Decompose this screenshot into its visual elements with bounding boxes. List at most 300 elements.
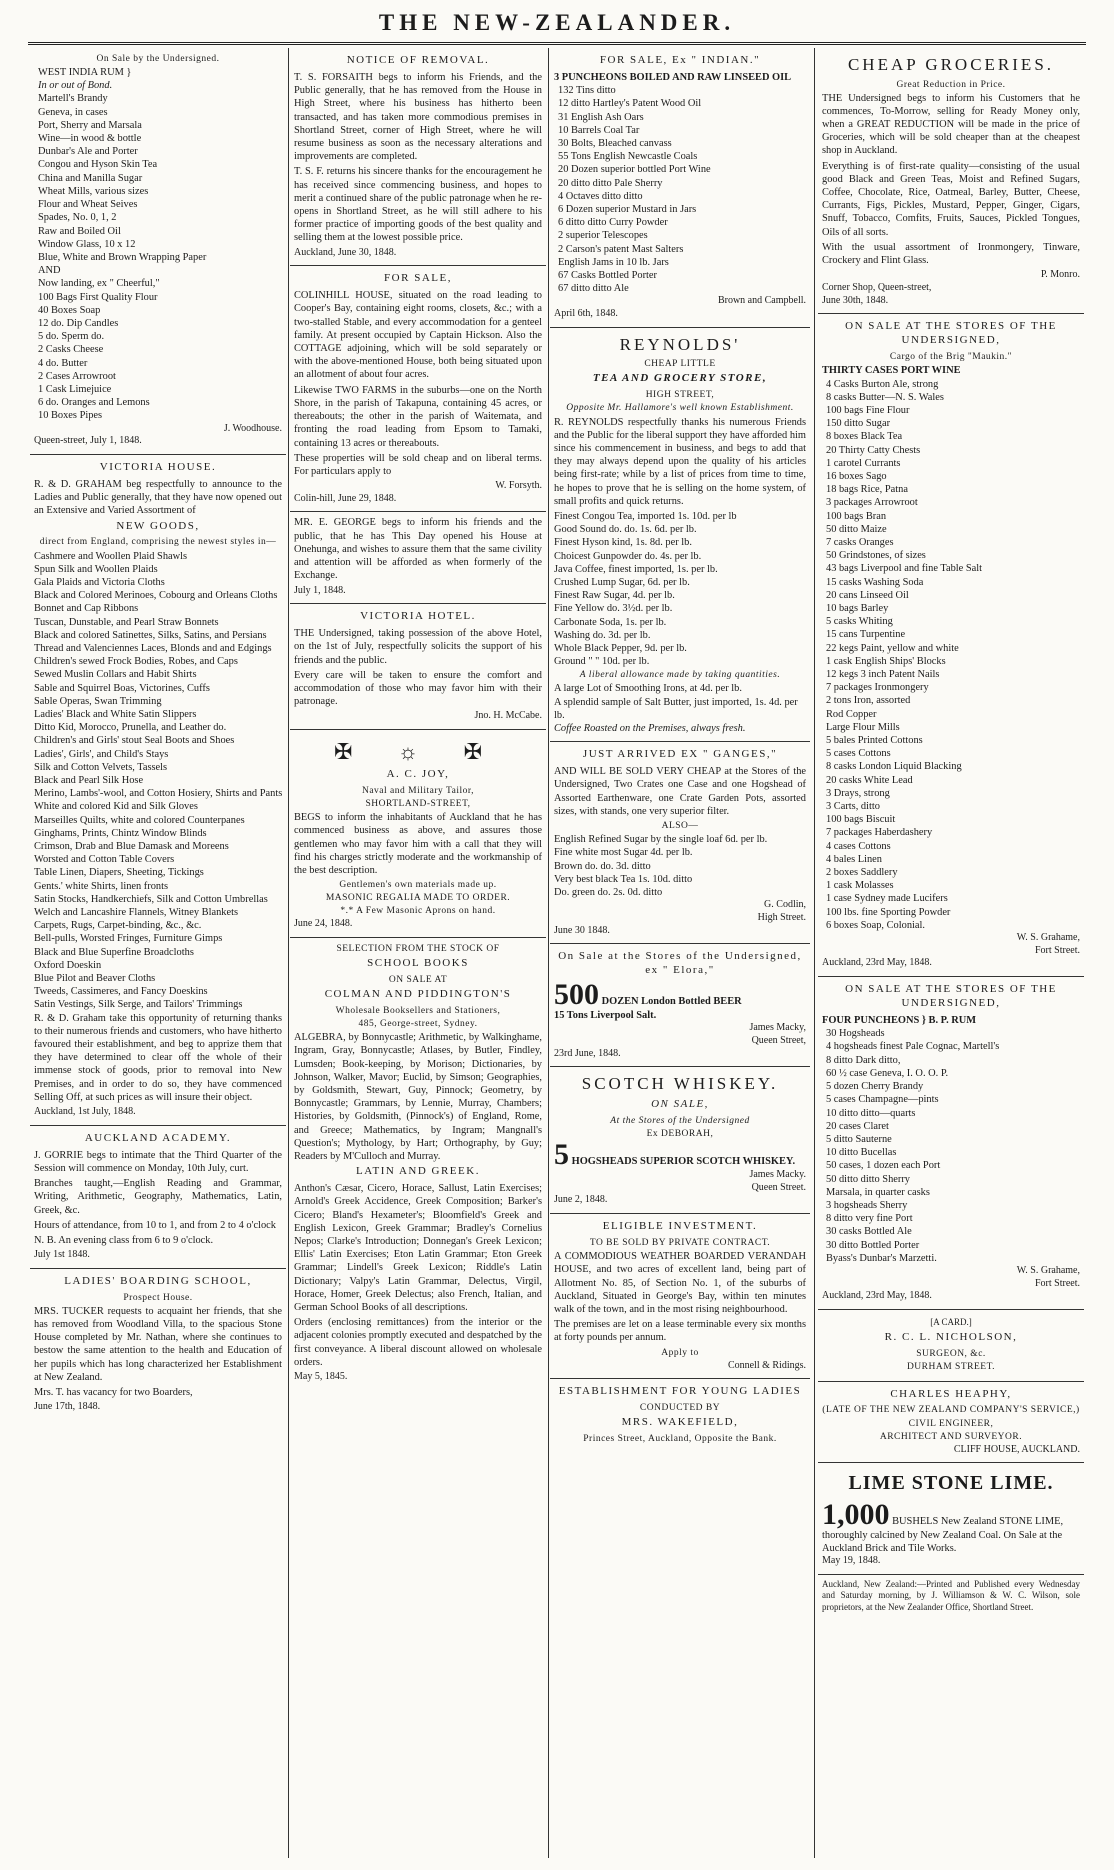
list-item: Very best black Tea 1s. 10d. ditto (554, 873, 693, 885)
list-item: 7 casks Oranges (826, 536, 894, 548)
ad-subheading: CIVIL ENGINEER, (908, 1418, 994, 1429)
list-item: Children's sewed Frock Bodies, Robes, and Caps (34, 656, 238, 668)
list-item: 67 Casks Bottled Porter (558, 270, 657, 282)
list-item: 100 bags Bran (826, 510, 887, 522)
ad-signature: Connell & Ridings. (727, 1359, 806, 1371)
list-item: 2 Casks Cheese (38, 344, 104, 356)
ad-body: J. GORRIE begs to intimate that the Third Quarter of the Session will commence on Monday, 10th July, curt. (34, 1149, 282, 1174)
list-item: 10 bags Barley (826, 603, 889, 614)
list-item: Merino, Lambs'-wool, and Cotton Hosiery, Shirts and Pants (34, 788, 282, 800)
list-item: China and Manilla Sugar (38, 172, 143, 184)
ad-lime-stone-lime (818, 1463, 1084, 1574)
ad-big-number: 5 (554, 1138, 569, 1172)
list-item: 20 Dozen superior bottled Port Wine (558, 164, 711, 176)
ad-note: A liberal allowance made by taking quantities. (579, 670, 781, 681)
list-item: Black and Blue Superfine Broadcloths (34, 946, 194, 958)
ad-ex-ganges (550, 742, 810, 944)
ad-heading: VICTORIA HOTEL. (360, 610, 476, 623)
list-item: 3 packages Arrowroot (826, 497, 918, 509)
ad-subheading: CHEAP LITTLE (644, 359, 716, 370)
ad-signature: James Macky, (749, 1022, 806, 1034)
list-item: 12 ditto Hartley's Patent Wood Oil (558, 98, 702, 110)
list-item: 1 Cask Limejuice (38, 383, 112, 395)
ad-body: Likewise TWO FARMS in the suburbs—one on the North Shore, in the parish of Takapuna, containing 45 acres, or thereabouts; the other in the parish of Waitemata, and fronting the road leading from Epsom to Tamaki, containing 13 acres or thereabouts. (294, 384, 542, 449)
ad-auckland-academy (30, 1126, 286, 1269)
list-item: 6 boxes Soap, Colonial. (826, 919, 925, 931)
ad-subheading: SURGEON, &c. (916, 1349, 986, 1360)
list-item: Children's and Girls' stout Seal Boots and Shoes (34, 735, 235, 747)
list-item: 22 kegs Paint, yellow and white (826, 642, 959, 654)
ad-school-books (290, 938, 546, 1390)
list-item: Congou and Hyson Skin Tea (38, 159, 158, 171)
list-item: Blue, White and Brown Wrapping Paper (38, 251, 207, 263)
sugar-list (554, 833, 806, 899)
list-item: 20 cans Linseed Oil (826, 589, 909, 601)
list-item: Thread and Valenciennes Laces, Blonds and and Edgings (34, 642, 272, 654)
ad-note: Coffee Roasted on the Premises, always fresh. (554, 723, 746, 735)
list-item: Brown do. do. 3d. ditto (554, 860, 651, 872)
ad-subheading: ON SALE, (651, 1097, 709, 1110)
ad-ladies-boarding-school (30, 1269, 286, 1420)
list-item: 8 casks London Liquid Blacking (826, 761, 962, 773)
ad-signature: P. Monro. (1040, 269, 1080, 281)
column-2 (290, 48, 546, 1860)
ad-heading: AUCKLAND ACADEMY. (84, 1131, 232, 1144)
ad-reynolds (550, 328, 810, 742)
list-item: Rod Copper (826, 708, 877, 720)
ad-subheading: LATIN AND GREEK. (356, 1165, 480, 1178)
card-label: [A CARD.] (930, 1317, 972, 1327)
list-item: 43 bags Liverpool and fine Table Salt (826, 563, 983, 575)
ad-big-text: HOGSHEADS SUPERIOR SCOTCH WHISKEY. (571, 1156, 796, 1168)
list-item: Satin Vestings, Silk Serge, and Tailors' Trimmings (34, 999, 243, 1011)
list-item: Marsala, in quarter casks (826, 1186, 930, 1198)
list-item: Flour and Wheat Seives (38, 199, 138, 211)
ad-big-text: DOZEN London Bottled BEER (601, 996, 742, 1008)
list-item: Crimson, Drab and Blue Damask and Moreens (34, 841, 229, 852)
list-item: Now landing, ex " Cheerful," (38, 278, 160, 290)
ad-subheading: At the Stores of the Undersigned (610, 1115, 750, 1126)
ad-note: Apply to (661, 1347, 699, 1358)
list-item: 2 boxes Saddlery (826, 867, 898, 879)
list-item: Black and Colored Merinoes, Cobourg and Orleans Cloths (34, 590, 278, 602)
ad-body: R. REYNOLDS respectfully thanks his numerous Friends and the Public for the liberal support they have afforded him since his commencement in business, and begs to add that they may always depend upon the quality of his articles being first-rate; while by a list of prices from time to time, he hopes to prove that he is selling on the home system, of small profits and quick returns. (554, 416, 806, 507)
ad-subheading: TO BE SOLD BY PRIVATE CONTRACT. (589, 1238, 771, 1249)
ad-signature: Jno. H. McCabe. (474, 710, 542, 722)
list-item: 6 ditto ditto Curry Powder (558, 217, 668, 229)
list-item: 5 ditto Sauterne (826, 1133, 892, 1145)
ad-note: MASONIC REGALIA MADE TO ORDER. (325, 893, 511, 904)
ad-body: T. S. F. returns his sincere thanks for the encouragement he has received since commencing business, and hopes to merit a continued share of the public patronage when he re-opens in Shortland Street, as he will still adhere to his former practice of importing goods of the best quality and selling them at the lowest possible price. (294, 166, 542, 244)
list-item: Marseilles Quilts, white and colored Counterpanes (34, 814, 245, 826)
list-item: 6 Dozen superior Mustard in Jars (558, 204, 697, 215)
ad-lead: FOUR PUNCHEONS } B. P. RUM (822, 1015, 977, 1027)
ad-lead: SELECTION FROM THE STOCK OF (336, 943, 500, 954)
ad-heading: JUST ARRIVED EX " GANGES," (582, 748, 778, 761)
ad-heading: ON SALE AT THE STORES OF THE UNDERSIGNED, (845, 983, 1057, 1010)
ad-big-number: 500 (554, 978, 599, 1012)
ad-note: direct from England, comprising the newest styles in— (39, 537, 277, 548)
list-item: Window Glass, 10 x 12 (38, 238, 136, 250)
list-item: Martell's Brandy (38, 93, 108, 105)
list-item: 2 superior Telescopes (558, 230, 648, 242)
ad-signature: G. Codlin, (764, 899, 806, 911)
list-item: 20 ditto ditto Pale Sherry (558, 177, 663, 189)
printer-imprint (818, 1575, 1084, 1621)
list-item: 4 do. Butter (38, 357, 88, 369)
ad-body: Hours of attendance, from 10 to 1, and from 2 to 4 o'clock (34, 1219, 276, 1231)
list-item: 4 Octaves ditto ditto (558, 190, 643, 202)
ad-heading: NOTICE OF REMOVAL. (346, 54, 490, 66)
list-item: 20 cases Claret (826, 1120, 889, 1132)
list-item: Tweeds, Cassimeres, and Fancy Doeskins (34, 986, 208, 998)
ad-place-date: 23rd June, 1848. (554, 1047, 621, 1059)
ad-body: THE Undersigned, taking possession of the above Hotel, on the 1st of July, respectfully solicits the support of his friends and the public. (294, 628, 542, 666)
ad-subheading: CONDUCTED BY (639, 1403, 721, 1414)
list-item: Spun Silk and Woollen Plaids (34, 563, 158, 575)
ad-body: With the usual assortment of Ironmongery, Tinware, Crockery and Flint Glass. (822, 241, 1080, 267)
ad-heading: LADIES' BOARDING SCHOOL, (64, 1274, 252, 1287)
ad-ex-indian (550, 48, 810, 328)
list-item: 55 Tons English Newcastle Coals (558, 151, 698, 163)
ad-address: High Street. (757, 911, 806, 923)
list-item: Silk and Cotton Velvets, Tassels (34, 761, 168, 773)
list-item: Dunbar's Ale and Porter (38, 146, 138, 158)
ad-address: HIGH STREET, (645, 390, 715, 401)
list-item: 18 bags Rice, Patna (826, 484, 908, 496)
ad-heading: SCHOOL BOOKS (367, 957, 469, 970)
imprint-text: Auckland, New Zealand:—Printed and Published every Wednesday and Saturday morning, by J. Williamson & W. C. Wilson, sole proprietors, at the New Zealander Office, Shortland Street. (822, 1578, 1080, 1612)
ad-body: Anthon's Cæsar, Cicero, Horace, Sallust, Latin Exercises; Arnold's Greek Accidence, Greek Composition; Barker's Cicero; Bland's Hexameter's; Bloomfield's Greek and English Lexicon, Greek Grammar; Bradley's Cornelius Nepos; Clarke's Introduction; Donnegan's Greek Lexicon; Ellis' Latin Exercises; Eton Latin Grammar; Eton Greek Grammar; Lindell's Greek Lexicon; Riddle's Latin Dictionary; Valpy's Latin Grammar, Delectus, Virgil, Horace, Homer, Greek Delectus; also French, Italian, and German School Books of all descriptions. (294, 1183, 542, 1313)
ad-place-date: June 2, 1848. (554, 1194, 608, 1206)
ad-body: R. & D. GRAHAM beg respectfully to announce to the Ladies and Public generally, that they have now opened out an Extensive and Varied Assortment of (34, 478, 282, 517)
ad-note: ALSO— (661, 821, 699, 832)
ad-heading: ON SALE AT THE STORES OF THE UNDERSIGNED, (845, 320, 1057, 347)
list-item: 12 kegs 3 inch Patent Nails (826, 669, 940, 681)
ad-young-ladies (550, 1379, 810, 1452)
list-item: 30 Hogsheads (826, 1028, 885, 1040)
list-item: 4 hogsheads finest Pale Cognac, Martell's (826, 1041, 1000, 1053)
ad-location: Opposite Mr. Hallamore's well known Establishment. (566, 403, 794, 414)
ad-place: Corner Shop, Queen-street, (822, 281, 932, 293)
ad-signature: J. Woodhouse. (223, 422, 282, 434)
ad-name: R. C. L. NICHOLSON, (884, 1331, 1018, 1344)
list-item: Carpets, Rugs, Carpet-binding, &c., &c. (34, 920, 202, 932)
price-row: Carbonate Soda, 1s. per lb. (554, 616, 667, 628)
ad-victoria-house (30, 455, 286, 1126)
ad-body: MR. E. GEORGE begs to inform his friends and the public, that he has This Day opened his House at Onehunga, and wishes to assure them that the same civility and attention will be afforded as when formerly of the Exchange. (294, 517, 542, 582)
ad-subheading: Naval and Military Tailor, (361, 785, 475, 796)
list-item: 2 Carson's patent Mast Salters (558, 243, 684, 255)
list-item: Wine—in wood & bottle (38, 133, 142, 145)
ad-signature: W. Forsyth. (495, 480, 542, 492)
cargo-list (822, 378, 1080, 933)
ad-lead: THIRTY CASES PORT WINE (822, 365, 961, 377)
list-item: Table Linen, Diapers, Sheeting, Tickings (34, 867, 204, 879)
list-item: Gents.' white Shirts, linen fronts (34, 880, 169, 892)
ad-place-date: Auckland, 23rd May, 1848. (822, 957, 932, 969)
price-row: Ground " " 10d. per lb. (554, 656, 650, 668)
ad-place-date: May 5, 1845. (294, 1371, 348, 1383)
ad-heading: REYNOLDS' (619, 334, 741, 354)
ad-body: Every care will be taken to ensure the comfort and accommodation of those who may favor him with their patronage. (294, 669, 542, 708)
ad-place-date: July 1, 1848. (294, 584, 346, 596)
ad-ex-elora (550, 944, 810, 1067)
ad-place-date: Colin-hill, June 29, 1848. (294, 492, 397, 504)
price-row: Finest Congou Tea, imported 1s. 10d. per lb (554, 510, 737, 522)
ad-address: Queen Street, (751, 1035, 806, 1047)
ad-subheading: NEW GOODS, (116, 519, 200, 532)
list-item: 12 do. Dip Candles (38, 317, 119, 329)
list-item: 3 hogsheads Sherry (826, 1199, 908, 1211)
price-row: Choicest Gunpowder do. 4s. per lb. (554, 550, 702, 562)
ad-heading: ELIGIBLE INVESTMENT. (602, 1220, 758, 1233)
ad-name: MRS. WAKEFIELD, (621, 1416, 739, 1429)
ad-body: Orders (enclosing remittances) from the interior or the adjacent colonies promptly executed and despatched by the first conveyance. A liberal discount allowed on wholesale orders. (294, 1317, 542, 1368)
ad-heading: CHEAP GROCERIES. (847, 55, 1055, 74)
list-item: Ditto Kid, Morocco, Prunella, and Leather do. (34, 722, 227, 734)
list-item: 30 Bolts, Bleached canvass (558, 137, 672, 149)
list-item: 10 ditto ditto—quarts (826, 1107, 916, 1119)
list-item: 8 casks Butter—N. S. Wales (826, 391, 944, 403)
ad-body: BEGS to inform the inhabitants of Auckland that he has commenced business as above, and assures those gentlemen who may favor him with a call that they will find his charges strictly moderate and the workmanship of the best description. (294, 812, 542, 876)
ad-subheading: Prospect House. (123, 1292, 193, 1303)
list-item: Fine white most Sugar 4d. per lb. (554, 847, 693, 859)
list-item: 50 Grindstones, of sizes (826, 550, 926, 562)
price-row: Fine Yellow do. 3½d. per lb. (554, 603, 673, 615)
list-item: Spades, No. 0, 1, 2 (38, 212, 117, 224)
ad-address: CLIFF HOUSE, AUCKLAND. (953, 1443, 1080, 1455)
list-item: Sable and Squirrel Boas, Victorines, Cuffs (34, 682, 210, 694)
list-item: 30 ditto Bottled Porter (826, 1239, 920, 1251)
list-item: Gala Plaids and Victoria Cloths (34, 576, 165, 588)
list-item: Raw and Boiled Oil (38, 225, 121, 237)
ad-body: THE Undersigned begs to inform his Customers that he commences, To-Morrow, selling for Ready Money only, when a GREAT REDUCTION will be made in the price of Groceries, which will be sold cheaper than at the cheapest shop in Auckland. (822, 92, 1080, 157)
price-row: Washing do. 3d. per lb. (554, 629, 651, 641)
list-item: 10 Barrels Coal Tar (558, 124, 640, 136)
ad-place-date: June 30 1848. (554, 924, 610, 936)
ad-lead: On Sale by the Undersigned. (96, 54, 220, 64)
newspaper-title: THE NEW-ZEALANDER. (378, 10, 736, 35)
list-item: 4 bales Linen (826, 853, 882, 865)
ad-note: N. B. An evening class from 6 to 9 o'clock. (34, 1234, 214, 1246)
list-item: 16 boxes Sago (826, 470, 887, 482)
ad-firm-name: COLMAN AND PIDDINGTON'S (324, 988, 512, 1001)
ad-heading: VICTORIA HOUSE. (99, 460, 217, 473)
column-divider (814, 48, 815, 1858)
list-item: 4 cases Cottons (826, 840, 891, 852)
ad-body: MRS. TUCKER requests to acquaint her friends, that she has removed from Woodland Villa, to the spacious Stone House completed by Mr. Nathan, where she continues to bestow the same attention to the health and Education of her pupils which has long characterized her Establishment at New Zealand. (34, 1305, 282, 1383)
list-item: 50 ditto ditto Sherry (826, 1173, 910, 1185)
masthead (0, 0, 1114, 44)
ad-body: The premises are let on a lease terminable every six months at forty pounds per annum. (554, 1319, 806, 1344)
list-item: 31 English Ash Oars (558, 111, 644, 123)
list-item: English Jams in 10 lb. Jars (558, 256, 669, 268)
list-item: Sable Operas, Swan Trimming (34, 695, 162, 707)
list-item: 100 lbs. fine Sporting Powder (826, 906, 951, 918)
ad-body: T. S. FORSAITH begs to inform his Friends, and the Public generally, that he has removed from the House in High Street, where his business has hitherto been transacted, and has taken more commodious premises in Shortland Street, corner of High Street, where he will resume business as soon as the necessary alterations and improvements are completed. (294, 71, 542, 163)
ad-heading: FOR SALE, (384, 272, 452, 285)
ad-subheading: Great Reduction in Price. (896, 79, 1006, 90)
column-divider (548, 48, 549, 1858)
ad-body: R. & D. Graham take this opportunity of returning thanks to their numerous friends and customers, who have hitherto favoured their establishment, and beg to apprize them that they have determined to clear off the whole of their immense stock of goods, prior to removal into New Premises, and in order to do so, they have commenced Selling Off, at such prices as will insure their object. (34, 1012, 282, 1103)
list-item: 10 ditto Bucellas (826, 1147, 897, 1159)
list-item: 5 dozen Cherry Brandy (826, 1081, 924, 1093)
list-item: Bell-pulls, Worsted Fringes, Furniture Gimps (34, 933, 223, 945)
column-4 (818, 48, 1084, 1860)
list-item: 3 Drays, strong (826, 787, 890, 799)
list-item: 5 casks Whiting (826, 616, 893, 628)
ad-address: SHORTLAND-STREET, (365, 799, 471, 810)
ad-colinhill-house (290, 266, 546, 512)
list-item: 1 cask English Ships' Blocks (826, 655, 946, 667)
ad-cheap-groceries (818, 48, 1084, 314)
spirits-list (822, 1027, 1080, 1265)
ad-body: AND WILL BE SOLD VERY CHEAP at the Stores of the Undersigned, Two Crates one Case and one Hogshead of Assorted Earthenware, one Crate Garden Pots, assorted sizes, with stands, one very superior filter. (554, 766, 806, 817)
column-3 (550, 48, 810, 1860)
list-item: 15 cans Turpentine (826, 629, 906, 641)
ad-subheading: ARCHITECT AND SURVEYOR. (879, 1431, 1023, 1442)
list-item: Bonnet and Cap Ribbons (34, 603, 139, 615)
ad-note: Gentlemen's own materials made up. (339, 880, 497, 891)
ad-west-india-rum (30, 48, 286, 455)
list-item: Blue Pilot and Beaver Cloths (34, 973, 156, 985)
list-item: 132 Tins ditto (558, 85, 616, 97)
list-item: AND (38, 265, 61, 277)
rum-item-list (34, 66, 282, 422)
ad-subheading: Wholesale Booksellers and Stationers, (335, 1006, 501, 1017)
ad-address: Princes Street, Auckland, Opposite the Bank. (583, 1434, 777, 1445)
ad-address: Fort Street. (1035, 1277, 1080, 1289)
list-item: Black and Pearl Silk Hose (34, 774, 144, 786)
goods-list (34, 550, 282, 1012)
list-item: Sewed Muslin Collars and Habit Shirts (34, 669, 197, 681)
list-item: 8 ditto Dark ditto, (826, 1054, 901, 1066)
price-row: Java Coffee, finest imported, 1s. per lb. (554, 563, 718, 575)
list-item: 8 boxes Black Tea (826, 431, 903, 443)
ad-big-number: 1,000 (822, 1497, 890, 1531)
ad-signature: Brown and Campbell. (717, 295, 806, 307)
ad-address: 485, George-street, Sydney. (358, 1019, 478, 1030)
ad-body: COLINHILL HOUSE, situated on the road leading to Cooper's Bay, containing eight rooms, closets, &c.; with a two-stalled Stable, and every accommodation for a genteel family. At present occupied by Captain Hickson. Also the COTTAGE adjoining, which will be sold separately or with the above-mentioned House, both being situated upon an allotment of about four acres. (294, 290, 542, 381)
list-item: 67 ditto ditto Ale (558, 283, 629, 295)
ad-place-date: June 17th, 1848. (34, 1401, 101, 1413)
list-item: Large Flour Mills (826, 721, 900, 733)
ad-place-date: June 24, 1848. (294, 918, 353, 930)
list-item: 1 case Sydney made Lucifers (826, 893, 948, 905)
list-item: Oxford Doeskin (34, 959, 102, 971)
list-item: Wheat Mills, various sizes (38, 185, 149, 197)
ad-heading: A. C. JOY, (386, 768, 450, 780)
ad-body: BUSHELS New Zealand STONE LIME, thoroughly calcined by New Zealand Coal. On Sale at the Auckland Brick and Tile Works. (822, 1515, 1064, 1554)
ad-eligible-investment (550, 1214, 810, 1379)
ad-signature: W. S. Grahame, (1016, 1264, 1080, 1276)
list-item: Ginghams, Prints, Chintz Window Blinds (34, 827, 207, 839)
ad-place-date: Queen-street, July 1, 1848. (34, 435, 142, 447)
ad-e-george (290, 512, 546, 604)
list-item: WEST INDIA RUM } (38, 67, 132, 79)
ad-store-name: TEA AND GROCERY STORE, (592, 372, 768, 385)
ad-place-date: Auckland, 1st July, 1848. (34, 1106, 136, 1118)
list-item: 5 cases Champagne—pints (826, 1094, 939, 1106)
ad-lead: ON SALE AT (388, 975, 448, 986)
list-item: 20 Thirty Catty Chests (826, 444, 921, 456)
ad-a-c-joy (290, 730, 546, 938)
bond-note: In or out of Bond. (38, 80, 113, 92)
ad-charles-heaphy (818, 1382, 1084, 1464)
ad-heading: SCOTCH WHISKEY. (581, 1074, 779, 1094)
list-item: 1 carotel Currants (826, 457, 901, 469)
list-item: 100 bags Biscuit (826, 814, 896, 826)
ad-body: Branches taught,—English Reading and Grammar, Writing, Arithmetic, Geography, Mathematics, Latin, Greek, &c. (34, 1178, 282, 1216)
ad-note: (LATE OF THE NEW ZEALAND COMPANY'S SERVICE,) (822, 1405, 1080, 1416)
ad-heading: On Sale at the Stores of the Undersigned, ex " Elora," (558, 950, 802, 977)
ad-four-puncheons (818, 977, 1084, 1310)
price-row: Finest Raw Sugar, 4d. per lb. (554, 590, 675, 602)
list-item: 10 Boxes Pipes (38, 410, 103, 422)
list-item: 50 cases, 1 dozen each Port (826, 1160, 941, 1172)
ad-heading: ESTABLISHMENT FOR YOUNG LADIES (558, 1385, 802, 1398)
list-item: 5 do. Sperm do. (38, 331, 105, 343)
list-item: 1 cask Molasses (826, 880, 894, 892)
ad-signature: W. S. Grahame, (1016, 932, 1080, 944)
list-item: 8 ditto very fine Port (826, 1213, 913, 1225)
ad-subheading: Cargo of the Brig "Maukin." (889, 352, 1013, 363)
price-row: Crushed Lump Sugar, 6d. per lb. (554, 576, 690, 588)
list-item: Port, Sherry and Marsala (38, 119, 142, 131)
ad-scotch-whiskey (550, 1067, 810, 1214)
list-item: Welch and Lancashire Flannels, Witney Blankets (34, 907, 238, 919)
ad-nicholson-card (818, 1310, 1084, 1382)
ad-address: DURHAM STREET. (906, 1362, 996, 1373)
price-row: Whole Black Pepper, 9d. per lb. (554, 642, 687, 654)
ad-heading: FOR SALE, Ex " INDIAN." (599, 54, 761, 66)
price-row: Finest Hyson kind, 1s. 8d. per lb. (554, 537, 692, 549)
ad-victoria-hotel (290, 604, 546, 730)
list-item: Worsted and Cotton Table Covers (34, 854, 175, 866)
ad-heading: LIME STONE LIME. (848, 1472, 1054, 1495)
ad-lead: 3 PUNCHEONS BOILED AND RAW LINSEED OIL (554, 71, 792, 83)
ad-note: A splendid sample of Salt Butter, just imported, 1s. 4d. per lb. (554, 696, 798, 721)
list-item: Satin Stocks, Handkerchiefs, Silk and Cotton Umbrellas (34, 893, 268, 905)
list-item: 100 bags Fine Flour (826, 404, 910, 416)
list-item: Byass's Dunbar's Marzetti. (826, 1252, 937, 1264)
price-list (554, 510, 806, 668)
list-item: 20 casks White Lead (826, 774, 913, 786)
list-item: 60 ½ case Geneva, I. O. O. P. (826, 1067, 949, 1079)
list-item: 4 Casks Burton Ale, strong (826, 378, 939, 390)
list-item: Black and colored Satinettes, Silks, Satins, and Persians (34, 629, 267, 641)
ad-place-date: Auckland, June 30, 1848. (294, 246, 397, 258)
list-item: Cashmere and Woollen Plaid Shawls (34, 550, 188, 562)
ad-note: 15 Tons Liverpool Salt. (554, 1010, 657, 1022)
list-item: English Refined Sugar by the single loaf 6d. per lb. (554, 834, 768, 846)
ad-note: *.* A Few Masonic Aprons on hand. (340, 906, 496, 917)
ad-note: A large Lot of Smoothing Irons, at 4d. per lb. (554, 683, 742, 695)
ad-notice-of-removal (290, 48, 546, 266)
list-item: 15 casks Washing Soda (826, 576, 924, 588)
ad-address: Queen Street. (751, 1181, 806, 1193)
ad-note: Mrs. T. has vacancy for two Boarders, (34, 1387, 193, 1399)
ad-brig-maukin (818, 314, 1084, 977)
list-item: 2 Cases Arrowroot (38, 370, 116, 382)
list-item: 5 cases Cottons (826, 748, 891, 760)
ad-place-date: July 1st 1848. (34, 1249, 90, 1261)
list-item: 100 Bags First Quality Flour (38, 291, 158, 303)
list-item: 5 bales Printed Cottons (826, 735, 923, 747)
ad-place-date: April 6th, 1848. (554, 308, 618, 320)
ad-body: ALGEBRA, by Bonnycastle; Arithmetic, by Walkinghame, Ingram, Gray, Bonnycastle; Atlases, by Butler, Findley, Lumsden; Book-keeping, by Morison; Dictionaries, by Johnson, Walker, Mavor; Euclid, by Simson; Geographies, by Goldsmith, Stewart, Guy, Pinnock; Geometry, by Bonnycastle; Grammars, by Lennie, Murray, Chambers; Histories, by Goldsmith, (Pinnock's) of England, Rome, and Greece; Mathematics, by Ingram; Mangnall's Question's; Mythology, by Hart; Orthography, by Guy; Readers by M'Culloch and Murray. (294, 1032, 542, 1162)
